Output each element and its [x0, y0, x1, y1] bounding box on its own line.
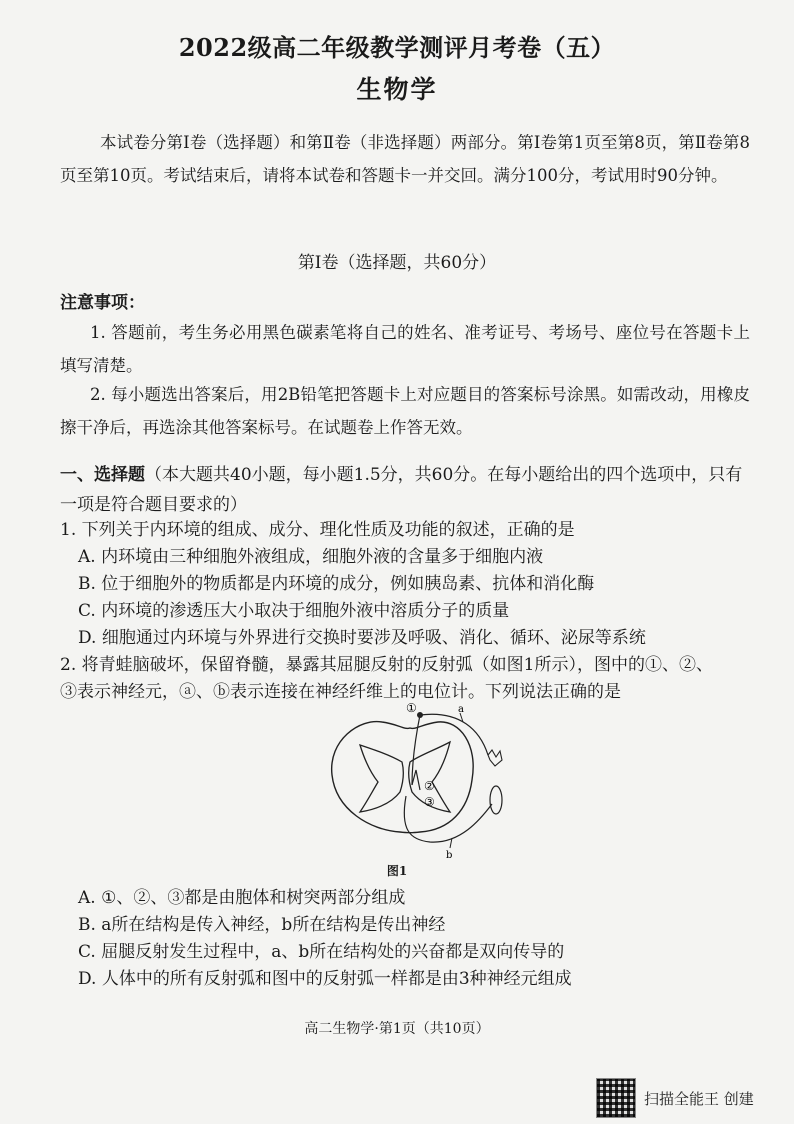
- label-neuron-2: ②: [424, 779, 435, 793]
- figure-caption: 图1: [386, 864, 408, 878]
- exam-title: 2022级高二年级教学测评月考卷（五）: [178, 33, 616, 62]
- label-meter-a: a: [458, 704, 464, 715]
- question-1-stem: 1. 下列关于内环境的组成、成分、理化性质及功能的叙述，正确的是: [60, 520, 575, 540]
- afferent-fiber: [420, 714, 488, 755]
- scanner-watermark: [596, 1078, 754, 1118]
- part1-title: 第Ⅰ卷（选择题，共60分）: [297, 253, 497, 273]
- q1-option-a: A. 内环境由三种细胞外液组成，细胞外液的含量多于细胞内液: [78, 547, 544, 567]
- section1-label: 一、选择题: [60, 465, 145, 485]
- reflex-arc-figure: [320, 700, 520, 860]
- qr-code-icon: [596, 1078, 636, 1118]
- notice-item-1: 1. 答题前，考生务必用黑色碳素笔将自己的姓名、准考证号、考场号、座位号在答题卡上填写清楚。: [60, 323, 750, 375]
- label-neuron-1: ①: [406, 701, 417, 715]
- spinal-cord-outline: [332, 722, 474, 833]
- notice-heading: 注意事项：: [60, 293, 145, 313]
- q1-option-c: C. 内环境的渗透压大小取决于细胞外液中溶质分子的质量: [78, 601, 510, 621]
- section1-desc: （本大题共40小题，每小题1.5分，共60分。在每小题给出的四个选项中，只有一项是符合题目要求的）: [60, 465, 743, 515]
- receptor-icon: [488, 750, 502, 766]
- q1-option-d: D. 细胞通过内环境与外界进行交换时要涉及呼吸、消化、循环、泌尿等系统: [78, 628, 646, 648]
- label-meter-b: b: [446, 850, 453, 860]
- section1-heading: [60, 460, 750, 520]
- q2-option-b: B. a所在结构是传入神经，b所在结构是传出神经: [78, 915, 446, 935]
- interneuron: [412, 770, 420, 790]
- q1-option-b: B. 位于细胞外的物质都是内环境的成分，例如胰岛素、抗体和消化酶: [78, 574, 595, 594]
- q2-option-a: A. ①、②、③都是由胞体和树突两部分组成: [78, 888, 406, 908]
- muscle-effector-icon: [490, 786, 502, 814]
- q2-option-d: D. 人体中的所有反射弧和图中的反射弧一样都是由3种神经元组成: [78, 969, 572, 989]
- intro-paragraph: 本试卷分第Ⅰ卷（选择题）和第Ⅱ卷（非选择题）两部分。第Ⅰ卷第1页至第8页，第Ⅱ卷第8页至第10页。考试结束后，请将本试卷和答题卡一并交回。满分100分，考试用时90分钟。: [60, 133, 750, 185]
- efferent-fiber: [404, 796, 492, 842]
- notice-item-2: 2. 每小题选出答案后，用2B铅笔把答题卡上对应题目的答案标号涂黑。如需改动，用橡皮擦干净后，再选涂其他答案标号。在试题卷上作答无效。: [60, 385, 750, 437]
- watermark-text: 扫描全能王 创建: [644, 1089, 754, 1108]
- q2-option-c: C. 屈腿反射发生过程中，a、b所在结构处的兴奋都是双向传导的: [78, 942, 565, 962]
- exam-subject: 生物学: [356, 75, 438, 104]
- question-2-stem-line2: ③表示神经元，ⓐ、ⓑ表示连接在神经纤维上的电位计。下列说法正确的是: [60, 682, 621, 702]
- gray-matter-left: [360, 745, 403, 812]
- label-neuron-3: ③: [424, 795, 435, 809]
- question-2-stem-line1: 2. 将青蛙脑破坏，保留脊髓，暴露其屈腿反射的反射弧（如图1所示），图中的①、②、: [60, 655, 713, 675]
- neuron-1-axon: [412, 715, 420, 785]
- page-footer: 高二生物学·第1页（共10页）: [304, 1021, 490, 1037]
